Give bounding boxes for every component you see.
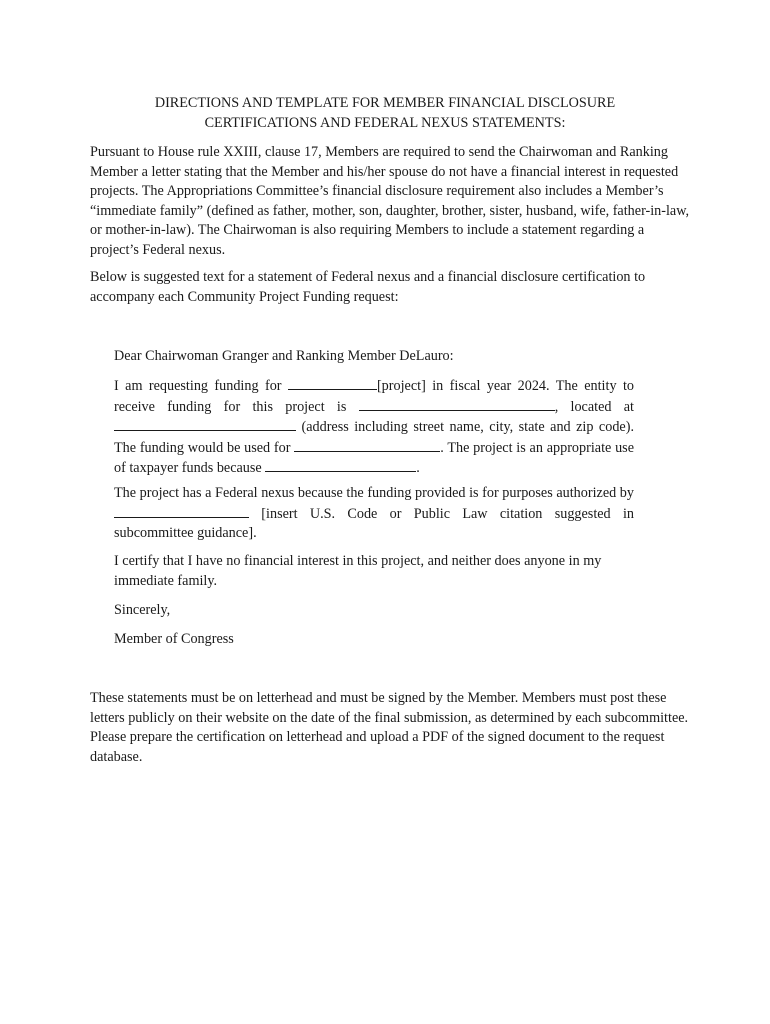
nexus-text-1: The project has a Federal nexus because the funding provided is for purposes authorized by [114, 485, 634, 501]
entity-blank [359, 397, 555, 411]
letter-closing: Sincerely, [114, 602, 171, 618]
request-text-3: , located at [554, 398, 635, 415]
request-text-6: . [416, 460, 420, 476]
funding-use-blank [294, 438, 440, 452]
letter-certification-paragraph: I certify that I have no financial interest in this project, and neither does anyone in my immediate family. [114, 553, 602, 589]
request-text-4: (address including street name, city, state and zip code). The funding would be used for [114, 419, 634, 456]
suggested-text-paragraph: Below is suggested text for a statement of Federal nexus and a financial disclosure certification to accompany each Community Project Funding request: [90, 269, 646, 305]
title-line-2: CERTIFICATIONS AND FEDERAL NEXUS STATEMENTS: [204, 114, 566, 131]
nexus-text-2: [insert U.S. Code or Public Law citation suggested in subcommittee guidance]. [114, 505, 634, 541]
letter-request-paragraph [114, 376, 634, 479]
address-blank [114, 417, 296, 431]
request-text-2: [project] in fiscal year 2024. The entity to receive funding for this project is [114, 378, 634, 415]
authorization-blank [114, 504, 249, 518]
request-text-5: . The project is an appropriate use of taxpayer funds because [114, 439, 634, 476]
footer-instructions-paragraph: These statements must be on letterhead and must be signed by the Member. Members must post these letters publicly on their website on the date of the final submission, as determined by each subcommittee. Please prepare the certification on letterhead and upload a PDF of the signed document to the request database. [90, 690, 689, 765]
letter-nexus-paragraph [114, 484, 634, 544]
letter-signer: Member of Congress [114, 631, 234, 647]
title-line-1: DIRECTIONS AND TEMPLATE FOR MEMBER FINANCIAL DISCLOSURE [154, 95, 616, 111]
document-title [90, 94, 680, 133]
request-text-1: I am requesting funding for [114, 378, 288, 394]
project-blank [288, 376, 377, 390]
justification-blank [265, 458, 416, 472]
letter-salutation: Dear Chairwoman Granger and Ranking Member DeLauro: [114, 348, 454, 364]
intro-paragraph: Pursuant to House rule XXIII, clause 17, Members are required to send the Chairwoman and Ranking Member a letter stating that the Member and his/her spouse do not have a financial interest in requested projects. The Appropriations Committee’s financial disclosure requirement also includes a Member’s “immediate family” (defined as father, mother, son, daughter, brother, sister, husband, wife, father-in-law, or mother-in-law). The Chairwoman is also requiring Members to include a statement regarding a project’s Federal nexus. [90, 144, 690, 258]
